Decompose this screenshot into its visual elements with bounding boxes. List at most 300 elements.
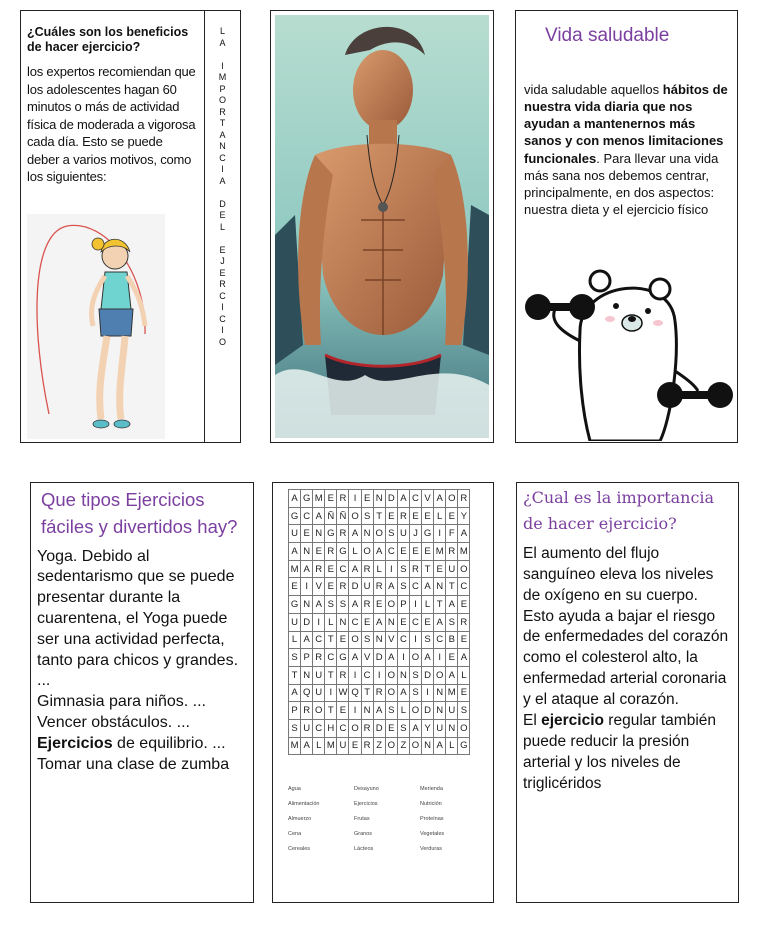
grid-row xyxy=(289,737,470,755)
grid-cell: C xyxy=(397,631,409,649)
grid-cell: E xyxy=(325,490,337,508)
strip-letter: R xyxy=(219,279,226,289)
grid-cell: I xyxy=(434,649,446,667)
grid-cell: E xyxy=(349,737,361,755)
grid-cell: A xyxy=(313,507,325,525)
strip-letter xyxy=(221,49,224,61)
strip-letter: R xyxy=(219,106,226,117)
grid-cell: D xyxy=(422,702,434,720)
grid-row xyxy=(289,666,470,684)
grid-cell: T xyxy=(434,596,446,614)
grid-cell: R xyxy=(373,578,385,596)
paragraph-1: El aumento del flujo sanguíneo eleva los niveles de oxígeno en su cuerpo. Esto ayuda a bajar el riesgo de enfermedades del corazón como el colesterol alto, la enfermedad arterial coronaria y el ataque al corazón. xyxy=(523,544,729,709)
grid-cell: O xyxy=(434,666,446,684)
grid-cell: O xyxy=(458,560,470,578)
grid-cell: R xyxy=(458,490,470,508)
grid-cell: G xyxy=(458,737,470,755)
vertical-title xyxy=(205,11,240,348)
grid-cell: G xyxy=(337,543,349,561)
grid-cell: I xyxy=(397,649,409,667)
grid-cell: E xyxy=(458,631,470,649)
girl-jumping-rope-image xyxy=(27,214,165,439)
equilibrio-rest: de equilibrio. ... xyxy=(112,734,226,752)
grid-cell: N xyxy=(422,737,434,755)
strip-letter: I xyxy=(221,60,224,71)
grid-cell: G xyxy=(301,490,313,508)
grid-cell: M xyxy=(289,560,301,578)
grid-cell: N xyxy=(337,613,349,631)
grid-cell: E xyxy=(325,578,337,596)
grid-cell: U xyxy=(337,737,349,755)
grid-cell: D xyxy=(385,490,397,508)
grid-cell: N xyxy=(301,543,313,561)
grid-cell: C xyxy=(325,649,337,667)
grid-cell: E xyxy=(301,525,313,543)
grid-cell: O xyxy=(349,631,361,649)
grid-cell: C xyxy=(434,631,446,649)
word-list-item: Proteínas xyxy=(420,816,444,822)
grid-cell: N xyxy=(385,613,397,631)
grid-row xyxy=(289,613,470,631)
grid-cell: A xyxy=(301,631,313,649)
body-bold-text: hábitos de nuestra vida diaria que nos ayudan a mantenernos más sanos y con menos limitaciones funcionales xyxy=(524,82,728,166)
grid-cell: G xyxy=(289,507,301,525)
grid-cell: Z xyxy=(397,737,409,755)
grid-cell: I xyxy=(349,666,361,684)
grid-cell: S xyxy=(325,596,337,614)
grid-cell: N xyxy=(434,578,446,596)
grid-cell: I xyxy=(409,596,421,614)
polar-bear-dumbbells-image xyxy=(520,261,734,441)
word-list-item: Alimentación xyxy=(288,801,320,807)
word-list-item: Cena xyxy=(288,831,302,837)
strip-letter: L xyxy=(219,221,225,232)
grid-row xyxy=(289,649,470,667)
grid-cell: D xyxy=(373,719,385,737)
grid-cell: U xyxy=(301,719,313,737)
muscular-man-image xyxy=(275,15,489,438)
grid-cell: R xyxy=(446,543,458,561)
grid-cell: P xyxy=(397,596,409,614)
grid-cell: S xyxy=(409,666,421,684)
grid-cell: L xyxy=(458,666,470,684)
word-list-item: Granos xyxy=(354,831,373,837)
strip-letter: E xyxy=(219,267,226,278)
grid-cell: A xyxy=(373,702,385,720)
grid-cell: T xyxy=(325,666,337,684)
grid-cell: O xyxy=(409,649,421,667)
grid-cell: D xyxy=(349,578,361,596)
strip-letter: C xyxy=(219,152,226,163)
strip-letter: D xyxy=(219,198,226,209)
grid-cell: Y xyxy=(458,507,470,525)
grid-cell: A xyxy=(349,649,361,667)
grid-cell: T xyxy=(422,560,434,578)
grid-cell: E xyxy=(422,507,434,525)
grid-cell: S xyxy=(397,719,409,737)
grid-cell: V xyxy=(385,631,397,649)
panel-body xyxy=(37,547,247,776)
grid-cell: U xyxy=(313,666,325,684)
word-list-item: Cereales xyxy=(288,846,311,852)
grid-cell: U xyxy=(313,684,325,702)
grid-cell: L xyxy=(313,737,325,755)
grid-cell: O xyxy=(409,737,421,755)
grid-cell: P xyxy=(301,649,313,667)
grid-cell: C xyxy=(361,666,373,684)
grid-cell: A xyxy=(373,613,385,631)
grid-cell: Ñ xyxy=(325,507,337,525)
grid-cell: A xyxy=(289,684,301,702)
grid-cell: T xyxy=(446,578,458,596)
grid-cell: A xyxy=(349,596,361,614)
grid-cell: R xyxy=(313,649,325,667)
grid-cell: G xyxy=(289,596,301,614)
grid-cell: C xyxy=(301,507,313,525)
word-list-item: Frutas xyxy=(354,816,370,822)
grid-cell: C xyxy=(337,560,349,578)
grid-cell: E xyxy=(289,578,301,596)
panel-image xyxy=(270,10,494,443)
grid-cell: O xyxy=(385,596,397,614)
grid-cell: R xyxy=(337,578,349,596)
grid-cell: N xyxy=(301,596,313,614)
grid-cell: O xyxy=(446,490,458,508)
grid-cell: N xyxy=(434,684,446,702)
grid-cell: U xyxy=(446,702,458,720)
word-list-item: Ejercicios xyxy=(354,801,378,807)
grid-cell: I xyxy=(422,684,434,702)
strip-letter: J xyxy=(220,256,225,266)
grid-cell: M xyxy=(289,737,301,755)
grid-cell: C xyxy=(313,631,325,649)
grid-cell: U xyxy=(434,719,446,737)
grid-row xyxy=(289,702,470,720)
grid-cell: A xyxy=(301,560,313,578)
grid-cell: N xyxy=(397,666,409,684)
grid-cell: F xyxy=(446,525,458,543)
word-search-grid xyxy=(288,489,470,755)
grid-cell: O xyxy=(409,702,421,720)
grid-cell: C xyxy=(337,719,349,737)
grid-cell: S xyxy=(289,719,301,737)
grid-cell: S xyxy=(385,702,397,720)
panel-title: ¿Cual es la importancia de hacer ejercicio? xyxy=(523,488,715,534)
grid-cell: M xyxy=(458,543,470,561)
vencer-text: Vencer obstáculos. ... xyxy=(37,714,190,731)
grid-cell: Q xyxy=(301,684,313,702)
grid-cell: D xyxy=(422,666,434,684)
panel-tipos-ejercicios xyxy=(30,482,254,903)
grid-cell: J xyxy=(409,525,421,543)
grid-cell: C xyxy=(385,543,397,561)
word-list-item: Almuerzo xyxy=(288,816,312,822)
grid-cell: L xyxy=(325,613,337,631)
yoga-text: Yoga. Debido al sedentarismo que se puede presentar durante la cuarentena, el Yoga puede ser una actividad perfecta, tanto para chicos y grandes. ... xyxy=(37,547,239,690)
grid-cell: Y xyxy=(422,719,434,737)
word-list-item: Merienda xyxy=(420,786,443,792)
grid-cell: I xyxy=(385,560,397,578)
grid-cell: R xyxy=(325,543,337,561)
grid-row xyxy=(289,631,470,649)
grid-cell: N xyxy=(301,666,313,684)
word-list-item: Desayuno xyxy=(354,786,379,792)
grid-cell: E xyxy=(337,702,349,720)
grid-cell: L xyxy=(289,631,301,649)
grid-cell: O xyxy=(385,666,397,684)
grid-cell: I xyxy=(325,684,337,702)
grid-cell: O xyxy=(373,525,385,543)
grid-cell: E xyxy=(361,490,373,508)
grid-cell: R xyxy=(361,737,373,755)
grid-cell: R xyxy=(361,596,373,614)
grid-cell: L xyxy=(434,507,446,525)
grid-cell: I xyxy=(349,490,361,508)
grid-cell: U xyxy=(361,578,373,596)
grid-cell: N xyxy=(361,525,373,543)
strip-letter: C xyxy=(219,290,226,301)
strip-letter: I xyxy=(221,164,224,174)
word-list-item: Vegetales xyxy=(420,831,445,837)
word-list-item: Verduras xyxy=(420,846,443,852)
grid-cell: V xyxy=(361,649,373,667)
grid-cell: U xyxy=(289,525,301,543)
word-list-item: Lácteos xyxy=(354,846,374,852)
grid-cell: L xyxy=(373,560,385,578)
equilibrio-text xyxy=(37,734,247,755)
grid-row xyxy=(289,596,470,614)
panel-body xyxy=(524,81,729,218)
grid-cell: E xyxy=(373,596,385,614)
grid-cell: I xyxy=(409,631,421,649)
grid-cell: A xyxy=(458,525,470,543)
paragraph-2 xyxy=(523,711,732,795)
grid-cell: T xyxy=(325,631,337,649)
grid-cell: A xyxy=(313,596,325,614)
grid-cell: R xyxy=(301,702,313,720)
grid-cell: E xyxy=(422,543,434,561)
grid-cell: O xyxy=(458,719,470,737)
grid-cell: E xyxy=(385,507,397,525)
grid-cell: N xyxy=(373,631,385,649)
strip-letter: C xyxy=(219,313,226,324)
strip-letter: A xyxy=(219,175,226,186)
grid-cell: A xyxy=(434,490,446,508)
strip-letter: T xyxy=(219,118,226,128)
grid-row xyxy=(289,490,470,508)
grid-cell: E xyxy=(409,543,421,561)
grid-cell: O xyxy=(385,737,397,755)
grid-cell: N xyxy=(361,702,373,720)
strip-letter xyxy=(221,187,224,199)
grid-cell: V xyxy=(422,490,434,508)
grid-cell: S xyxy=(458,702,470,720)
grid-row xyxy=(289,560,470,578)
grid-cell: T xyxy=(361,684,373,702)
panel-title: Que tipos Ejercicios fáciles y divertidos hay? xyxy=(41,489,238,537)
grid-cell: A xyxy=(397,684,409,702)
equilibrio-bold: Ejercicios xyxy=(37,734,113,752)
grid-cell: E xyxy=(361,613,373,631)
grid-cell: R xyxy=(337,666,349,684)
grid-cell: E xyxy=(446,649,458,667)
grid-row xyxy=(289,719,470,737)
grid-cell: G xyxy=(325,525,337,543)
word-list-item: Agua xyxy=(288,786,301,792)
grid-cell: E xyxy=(397,543,409,561)
grid-cell: M xyxy=(446,684,458,702)
grid-cell: B xyxy=(446,631,458,649)
grid-cell: A xyxy=(385,649,397,667)
strip-letter: E xyxy=(219,210,226,220)
grid-cell: O xyxy=(349,507,361,525)
grid-cell: L xyxy=(349,543,361,561)
strip-letter: O xyxy=(218,95,226,105)
grid-cell: G xyxy=(422,525,434,543)
grid-cell: C xyxy=(409,490,421,508)
grid-cell: V xyxy=(313,578,325,596)
grid-cell: N xyxy=(373,490,385,508)
grid-cell: O xyxy=(313,702,325,720)
grid-cell: H xyxy=(325,719,337,737)
grid-cell: I xyxy=(349,702,361,720)
grid-cell: O xyxy=(385,684,397,702)
grid-cell: U xyxy=(289,613,301,631)
grid-row xyxy=(289,684,470,702)
grid-cell: A xyxy=(301,737,313,755)
grid-cell: O xyxy=(361,543,373,561)
strip-letter: M xyxy=(218,72,227,82)
panel-body xyxy=(523,544,732,795)
grid-cell: E xyxy=(313,543,325,561)
grid-cell: A xyxy=(289,490,301,508)
strip-letter xyxy=(221,233,224,245)
grid-row xyxy=(289,543,470,561)
grid-cell: D xyxy=(301,613,313,631)
grid-cell: P xyxy=(289,702,301,720)
panel-title: ¿Cuáles son los beneficios de hacer ejercicio? xyxy=(27,25,189,54)
grid-cell: R xyxy=(397,507,409,525)
grid-cell: E xyxy=(385,719,397,737)
grid-cell: A xyxy=(434,613,446,631)
grid-cell: S xyxy=(409,684,421,702)
panel-body: los expertos recomiendan que los adolescentes hagan 60 minutos o más de actividad física de moderada a vigorosa cada día. Esto se puede deber a varios motivos, como los siguientes: xyxy=(27,64,196,185)
grid-cell: E xyxy=(325,560,337,578)
strip-letter: A xyxy=(219,129,226,140)
grid-cell: S xyxy=(385,525,397,543)
body-text: vida saludable aquellos xyxy=(524,82,663,97)
grid-cell: E xyxy=(337,631,349,649)
grid-cell: R xyxy=(373,684,385,702)
grid-cell: S xyxy=(361,631,373,649)
grid-cell: A xyxy=(349,560,361,578)
grid-cell: R xyxy=(313,560,325,578)
grid-cell: A xyxy=(349,525,361,543)
grid-cell: S xyxy=(397,560,409,578)
strip-letter: A xyxy=(219,37,226,48)
grid-cell: A xyxy=(458,649,470,667)
grid-cell: A xyxy=(409,719,421,737)
strip-letter: L xyxy=(219,26,225,36)
grid-cell: C xyxy=(313,719,325,737)
grid-cell: N xyxy=(313,525,325,543)
grid-cell: U xyxy=(397,525,409,543)
zumba-text: Tomar una clase de zumba xyxy=(37,755,230,773)
strip-letter: P xyxy=(219,83,226,94)
grid-cell: A xyxy=(385,578,397,596)
grid-cell: E xyxy=(458,684,470,702)
grid-cell: Ñ xyxy=(337,507,349,525)
grid-cell: A xyxy=(446,596,458,614)
grid-cell: T xyxy=(373,507,385,525)
grid-cell: U xyxy=(446,560,458,578)
grid-cell: O xyxy=(349,719,361,737)
body-text-end: . Para llevar una vida más sana nos debemos centrar, principalmente, en dos aspectos: nuestra dieta y el ejercicio físico xyxy=(524,150,719,218)
strip-letter: I xyxy=(221,302,224,312)
grid-cell: N xyxy=(434,702,446,720)
grid-cell: N xyxy=(446,719,458,737)
grid-cell: E xyxy=(397,613,409,631)
strip-letter: N xyxy=(219,141,226,151)
grid-cell: C xyxy=(349,613,361,631)
grid-cell: E xyxy=(409,507,421,525)
grid-cell: E xyxy=(446,507,458,525)
grid-cell: S xyxy=(422,631,434,649)
grid-cell: A xyxy=(434,737,446,755)
grid-cell: Z xyxy=(373,737,385,755)
grid-cell: I xyxy=(301,578,313,596)
panel-vida-saludable xyxy=(515,10,738,443)
grid-cell: M xyxy=(313,490,325,508)
grid-cell: R xyxy=(337,490,349,508)
grid-cell: I xyxy=(434,525,446,543)
para2-end: regular también puede reducir la presión arterial y los niveles de triglicéridos xyxy=(523,712,717,792)
grid-cell: Q xyxy=(349,684,361,702)
grid-cell: E xyxy=(422,613,434,631)
strip-letter: I xyxy=(221,325,224,335)
strip-letter: E xyxy=(219,244,226,255)
grid-cell: D xyxy=(373,649,385,667)
panel-word-search xyxy=(272,482,494,903)
panel-beneficios xyxy=(20,10,205,443)
grid-cell: E xyxy=(458,596,470,614)
grid-cell: R xyxy=(361,719,373,737)
grid-cell: I xyxy=(313,613,325,631)
panel-title: Vida saludable xyxy=(545,25,670,46)
grid-cell: S xyxy=(361,507,373,525)
grid-cell: M xyxy=(434,543,446,561)
grid-cell: S xyxy=(446,613,458,631)
grid-cell: S xyxy=(337,596,349,614)
grid-cell: W xyxy=(337,684,349,702)
grid-cell: L xyxy=(422,596,434,614)
grid-cell: A xyxy=(289,543,301,561)
grid-cell: A xyxy=(373,543,385,561)
grid-cell: A xyxy=(446,666,458,684)
grid-cell: C xyxy=(409,613,421,631)
grid-cell: C xyxy=(409,578,421,596)
para2-start: El xyxy=(523,712,542,730)
grid-row xyxy=(289,507,470,525)
grid-cell: C xyxy=(458,578,470,596)
strip-letter: O xyxy=(218,336,226,347)
grid-cell: R xyxy=(458,613,470,631)
grid-row xyxy=(289,525,470,543)
grid-cell: A xyxy=(397,490,409,508)
grid-cell: I xyxy=(373,666,385,684)
grid-cell: T xyxy=(325,702,337,720)
grid-cell: M xyxy=(325,737,337,755)
